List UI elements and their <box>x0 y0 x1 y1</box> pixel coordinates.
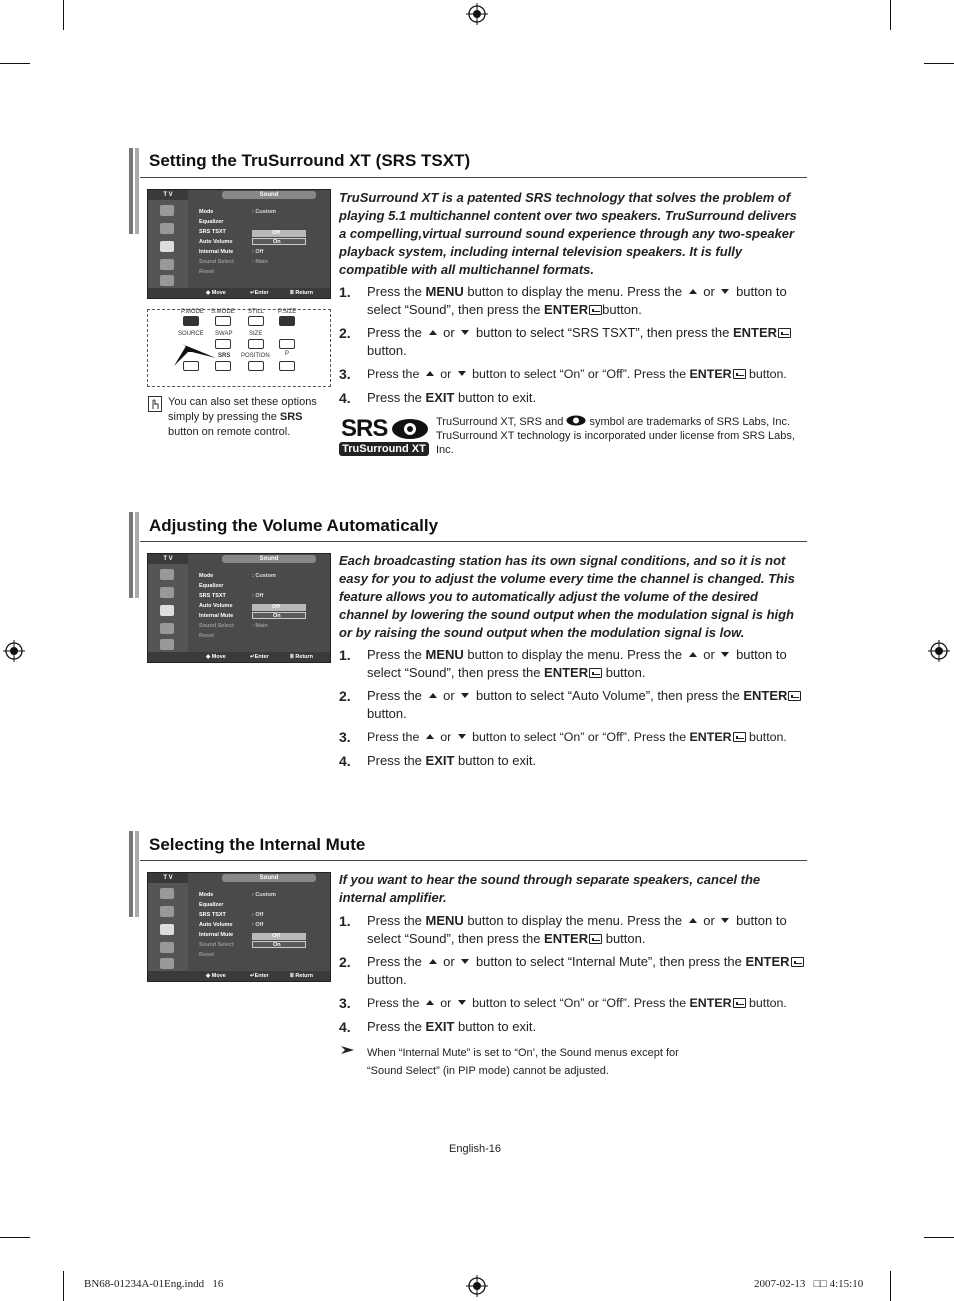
trademark-text: TruSurround XT, SRS and <box>436 416 567 428</box>
option-off: Off <box>252 604 306 611</box>
key-exit: EXIT <box>425 753 455 768</box>
section-marker <box>135 831 139 917</box>
footer-enter: ↵Enter <box>250 973 269 979</box>
picture-icon <box>160 569 174 580</box>
section-rule <box>140 860 807 861</box>
section-rule <box>140 177 807 178</box>
key-menu: MENU <box>425 647 464 662</box>
up-arrow-icon <box>429 330 437 335</box>
down-arrow-icon <box>721 918 729 923</box>
key-enter: ENTER <box>743 688 788 703</box>
enter-icon <box>589 305 602 315</box>
remote-tip <box>168 395 328 440</box>
step-number: 1. <box>339 284 351 300</box>
step-text: or <box>699 647 719 662</box>
step-number: 3. <box>339 729 351 745</box>
step-text: or <box>436 996 455 1010</box>
crop-mark <box>924 63 954 64</box>
key-enter: ENTER <box>544 665 589 680</box>
channel-icon <box>160 587 174 598</box>
note-text: When “Internal Mute” is set to “On’, the Sound menus except for “Sound Select” (in PIP mode) cannot be adjusted. <box>367 1047 679 1077</box>
slug-file: BN68-01234A-01Eng.indd 16 <box>84 1278 224 1290</box>
enter-icon <box>589 668 602 678</box>
input-icon <box>160 958 174 969</box>
step-text: button to select “On” or “Off”. Press the <box>468 730 690 744</box>
step-number: 2. <box>339 688 351 704</box>
up-arrow-icon <box>426 371 434 376</box>
step-text: Press the <box>367 367 423 381</box>
registration-mark-icon <box>466 1275 488 1297</box>
sound-menu-label: Sound <box>222 874 316 882</box>
menu-item: Sound Select <box>199 942 234 948</box>
step-text: Press the <box>367 688 426 703</box>
remote-button <box>183 316 199 326</box>
up-arrow-icon <box>689 289 697 294</box>
section-intro: If you want to hear the sound through separate speakers, cancel the internal amplifier. <box>339 872 761 905</box>
step-text: Press the <box>367 390 426 405</box>
menu-item: Mode <box>199 573 214 579</box>
option-off: Off <box>252 230 306 237</box>
picture-icon <box>160 205 174 216</box>
setup-icon <box>160 259 174 270</box>
menu-item: Sound Select <box>199 259 234 265</box>
step-text: button to exit. <box>454 753 537 768</box>
menu-item: SRS TSXT <box>199 593 226 599</box>
footer-move: ◆ Move <box>206 654 226 660</box>
remote-button <box>248 316 264 326</box>
remote-label: SIZE <box>249 331 263 337</box>
key-exit: EXIT <box>425 390 455 405</box>
step-text: button. <box>745 367 787 381</box>
remote-label: STILL <box>248 309 265 315</box>
menu-item: Equalizer <box>199 902 224 908</box>
remote-button <box>248 361 264 371</box>
step-text: button to select “On” or “Off”. Press the <box>468 367 690 381</box>
step-number: 4. <box>339 1019 351 1035</box>
key-enter: ENTER <box>689 730 732 744</box>
menu-value: : Off <box>252 912 264 918</box>
remote-label: POSITION <box>241 353 270 359</box>
srs-logo-text: SRS <box>341 415 388 442</box>
section-intro: Each broadcasting station has its own signal conditions, and so it is not easy for you to adjust the volume every time the channel is changed. This feature allows you to automatically adjust the volume of the desired channel by lowering the sound output when the modulation signal is high or by raising the sound output when the modulation signal is low. <box>339 553 795 640</box>
channel-icon <box>160 223 174 234</box>
menu-value: : Off <box>252 593 264 599</box>
section-marker <box>129 831 133 917</box>
crop-mark <box>63 1271 64 1301</box>
key-enter: ENTER <box>745 954 790 969</box>
tip-text: button on remote control. <box>168 426 291 438</box>
step-number: 1. <box>339 913 351 929</box>
menu-footer <box>148 288 330 298</box>
key-enter: ENTER <box>689 367 732 381</box>
tip-srs: SRS <box>279 411 303 423</box>
setup-icon <box>160 942 174 953</box>
menu-sidebar <box>148 883 188 971</box>
section-title: Adjusting the Volume Automatically <box>149 516 439 535</box>
menu-footer <box>148 971 330 981</box>
step-text: button to exit. <box>454 390 537 405</box>
key-enter: ENTER <box>544 931 589 946</box>
footer-enter: ↵Enter <box>250 654 269 660</box>
menu-item: Auto Volume <box>199 239 233 245</box>
up-arrow-icon <box>689 652 697 657</box>
registration-mark-icon <box>466 3 488 25</box>
remote-button <box>215 316 231 326</box>
crop-mark <box>63 0 64 30</box>
step-text: button to select “Sound”, then press the <box>367 913 787 946</box>
footer-return: Ⅲ Return <box>290 654 314 660</box>
crop-mark <box>890 0 891 30</box>
enter-icon <box>733 998 746 1008</box>
menu-item: Internal Mute <box>199 249 234 255</box>
remote-label: SWAP <box>215 331 233 337</box>
srs-circle-icon <box>391 418 429 440</box>
registration-mark-icon <box>3 640 25 662</box>
setup-icon <box>160 623 174 634</box>
option-on: On <box>252 941 306 948</box>
remote-button <box>279 339 295 349</box>
down-arrow-icon <box>721 289 729 294</box>
step-text: Press the <box>367 1019 426 1034</box>
registration-mark-icon <box>928 640 950 662</box>
step-text: button to select “Sound”, then press the <box>367 284 787 317</box>
up-arrow-icon <box>426 1000 434 1005</box>
note-arrow-icon <box>341 1045 355 1055</box>
tip-text: You can also set these options simply by pressing the <box>168 396 317 423</box>
remote-label: P <box>285 351 290 357</box>
step-number: 2. <box>339 325 351 341</box>
step-number: 3. <box>339 995 351 1011</box>
tv-sound-menu <box>147 189 331 299</box>
srs-trusurround-logo <box>339 415 431 457</box>
step-text: or <box>436 730 455 744</box>
down-arrow-icon <box>458 1000 466 1005</box>
crop-mark <box>0 1237 30 1238</box>
step-text: button. <box>602 665 646 680</box>
down-arrow-icon <box>458 734 466 739</box>
menu-item: Internal Mute <box>199 932 234 938</box>
step-text: or <box>439 688 459 703</box>
menu-item: Reset <box>199 952 214 958</box>
step-text: Press the <box>367 284 426 299</box>
step-text: button. <box>367 972 407 987</box>
menu-value: : Off <box>252 922 264 928</box>
footer-enter: ↵Enter <box>250 290 269 296</box>
remote-label: S.MODE <box>211 309 235 315</box>
step-text: button. <box>367 343 407 358</box>
remote-control-illustration <box>147 309 331 387</box>
step-text: button. <box>602 302 642 317</box>
tv-label: T V <box>148 190 188 200</box>
key-enter: ENTER <box>732 325 777 340</box>
step-text: button to select “Internal Mute”, then press the <box>472 954 746 969</box>
step-text: Press the <box>367 647 426 662</box>
remote-label: P.MODE <box>181 309 204 315</box>
up-arrow-icon <box>689 918 697 923</box>
menu-item: Mode <box>199 892 214 898</box>
menu-item: Equalizer <box>199 219 224 225</box>
key-enter: ENTER <box>544 302 589 317</box>
section-rule <box>140 541 807 542</box>
input-icon <box>160 639 174 650</box>
remote-label: P.SIZE <box>278 309 297 315</box>
menu-value: : Custom <box>252 573 276 579</box>
menu-value: : Custom <box>252 209 276 215</box>
option-off: Off <box>252 933 306 940</box>
srs-symbol-icon <box>566 415 586 426</box>
step-number: 4. <box>339 390 351 406</box>
enter-icon <box>791 957 804 967</box>
menu-item: Sound Select <box>199 623 234 629</box>
step-text: button. <box>367 706 407 721</box>
slug-date: 2007-02-13 □□ 4:15:10 <box>754 1278 864 1290</box>
tv-sound-menu <box>147 872 331 982</box>
section-marker <box>129 512 133 598</box>
menu-value: : Off <box>252 249 264 255</box>
section-marker <box>135 148 139 234</box>
step-text: button to select “SRS TSXT”, then press the <box>472 325 733 340</box>
down-arrow-icon <box>461 693 469 698</box>
option-on: On <box>252 612 306 619</box>
step-number: 4. <box>339 753 351 769</box>
step-text: or <box>699 284 719 299</box>
step-text: button to select “On” or “Off”. Press the <box>468 996 690 1010</box>
menu-item: Mode <box>199 209 214 215</box>
menu-item: Reset <box>199 633 214 639</box>
enter-icon <box>733 732 746 742</box>
channel-icon <box>160 906 174 917</box>
step-text: or <box>699 913 719 928</box>
remote-button <box>279 316 295 326</box>
menu-item: Auto Volume <box>199 922 233 928</box>
up-arrow-icon <box>429 693 437 698</box>
footer-move: ◆ Move <box>206 290 226 296</box>
step-text: button. <box>745 996 787 1010</box>
step-text: Press the <box>367 325 426 340</box>
down-arrow-icon <box>721 652 729 657</box>
enter-icon <box>788 691 801 701</box>
step-text: Press the <box>367 913 426 928</box>
step-text: button to select “Sound”, then press the <box>367 647 787 680</box>
step-text: button to display the menu. Press the <box>463 913 686 928</box>
input-icon <box>160 275 174 286</box>
footer-return: Ⅲ Return <box>290 290 314 296</box>
tv-sound-menu <box>147 553 331 663</box>
crop-mark <box>890 1271 891 1301</box>
sound-icon <box>160 241 174 252</box>
page-number: English-16 <box>449 1143 501 1155</box>
down-arrow-icon <box>461 330 469 335</box>
step-text: button. <box>602 931 646 946</box>
section-title: Setting the TruSurround XT (SRS TSXT) <box>149 151 471 170</box>
menu-item: Internal Mute <box>199 613 234 619</box>
step-text: Press the <box>367 954 426 969</box>
step-text: Press the <box>367 753 426 768</box>
crop-mark <box>0 63 30 64</box>
up-arrow-icon <box>429 959 437 964</box>
step-text: button to select “Auto Volume”, then press the <box>472 688 744 703</box>
trademark-note <box>436 415 801 457</box>
step-text: button to display the menu. Press the <box>463 284 686 299</box>
picture-icon <box>160 888 174 899</box>
section-marker <box>129 148 133 234</box>
enter-icon <box>733 369 746 379</box>
tv-label: T V <box>148 873 188 883</box>
section-marker <box>135 512 139 598</box>
section-title: Selecting the Internal Mute <box>149 835 366 854</box>
menu-item: SRS TSXT <box>199 912 226 918</box>
step-number: 1. <box>339 647 351 663</box>
remote-label: SOURCE <box>178 331 204 337</box>
section-intro: TruSurround XT is a patented SRS technology that solves the problem of playing 5.1 multichannel content over two speakers. TruSurround delivers a compelling,virtual surround sound experience through any two-speaker playback system, including internal television speakers. It is fully compatible with all multichannel formats. <box>339 190 797 277</box>
sound-menu-label: Sound <box>222 191 316 199</box>
down-arrow-icon <box>458 371 466 376</box>
menu-item: Equalizer <box>199 583 224 589</box>
remote-label: SRS <box>218 353 231 359</box>
step-text: or <box>439 325 459 340</box>
footer-move: ◆ Move <box>206 973 226 979</box>
enter-icon <box>589 934 602 944</box>
pointer-arrow-icon <box>172 328 222 368</box>
step-text: button. <box>745 730 787 744</box>
menu-item: Auto Volume <box>199 603 233 609</box>
menu-value: : Custom <box>252 892 276 898</box>
tv-label: T V <box>148 554 188 564</box>
step-text: or <box>439 954 459 969</box>
remote-button <box>248 339 264 349</box>
sound-icon <box>160 605 174 616</box>
key-enter: ENTER <box>689 996 732 1010</box>
step-text: button to exit. <box>454 1019 537 1034</box>
key-menu: MENU <box>425 913 464 928</box>
key-menu: MENU <box>425 284 464 299</box>
option-on: On <box>252 238 306 245</box>
menu-value: : Main <box>252 259 268 265</box>
enter-icon <box>778 328 791 338</box>
menu-item: SRS TSXT <box>199 229 226 235</box>
step-text: button to display the menu. Press the <box>463 647 686 662</box>
down-arrow-icon <box>461 959 469 964</box>
step-text: Press the <box>367 996 423 1010</box>
menu-sidebar <box>148 564 188 652</box>
trademark-text: symbol are trademarks of SRS Labs, Inc. TruSurround XT technology is incorporated under license from SRS Labs, Inc. <box>436 416 795 456</box>
footer-return: Ⅲ Return <box>290 973 314 979</box>
step-text: Press the <box>367 730 423 744</box>
menu-item: Reset <box>199 269 214 275</box>
menu-sidebar <box>148 200 188 288</box>
step-text: or <box>436 367 455 381</box>
menu-value: : Main <box>252 623 268 629</box>
up-arrow-icon <box>426 734 434 739</box>
step-number: 2. <box>339 954 351 970</box>
remote-button <box>279 361 295 371</box>
hand-note-icon <box>148 396 162 412</box>
sound-menu-label: Sound <box>222 555 316 563</box>
trusurround-badge: TruSurround XT <box>339 442 429 456</box>
sound-icon <box>160 924 174 935</box>
menu-footer <box>148 652 330 662</box>
crop-mark <box>924 1237 954 1238</box>
step-number: 3. <box>339 366 351 382</box>
key-exit: EXIT <box>425 1019 455 1034</box>
